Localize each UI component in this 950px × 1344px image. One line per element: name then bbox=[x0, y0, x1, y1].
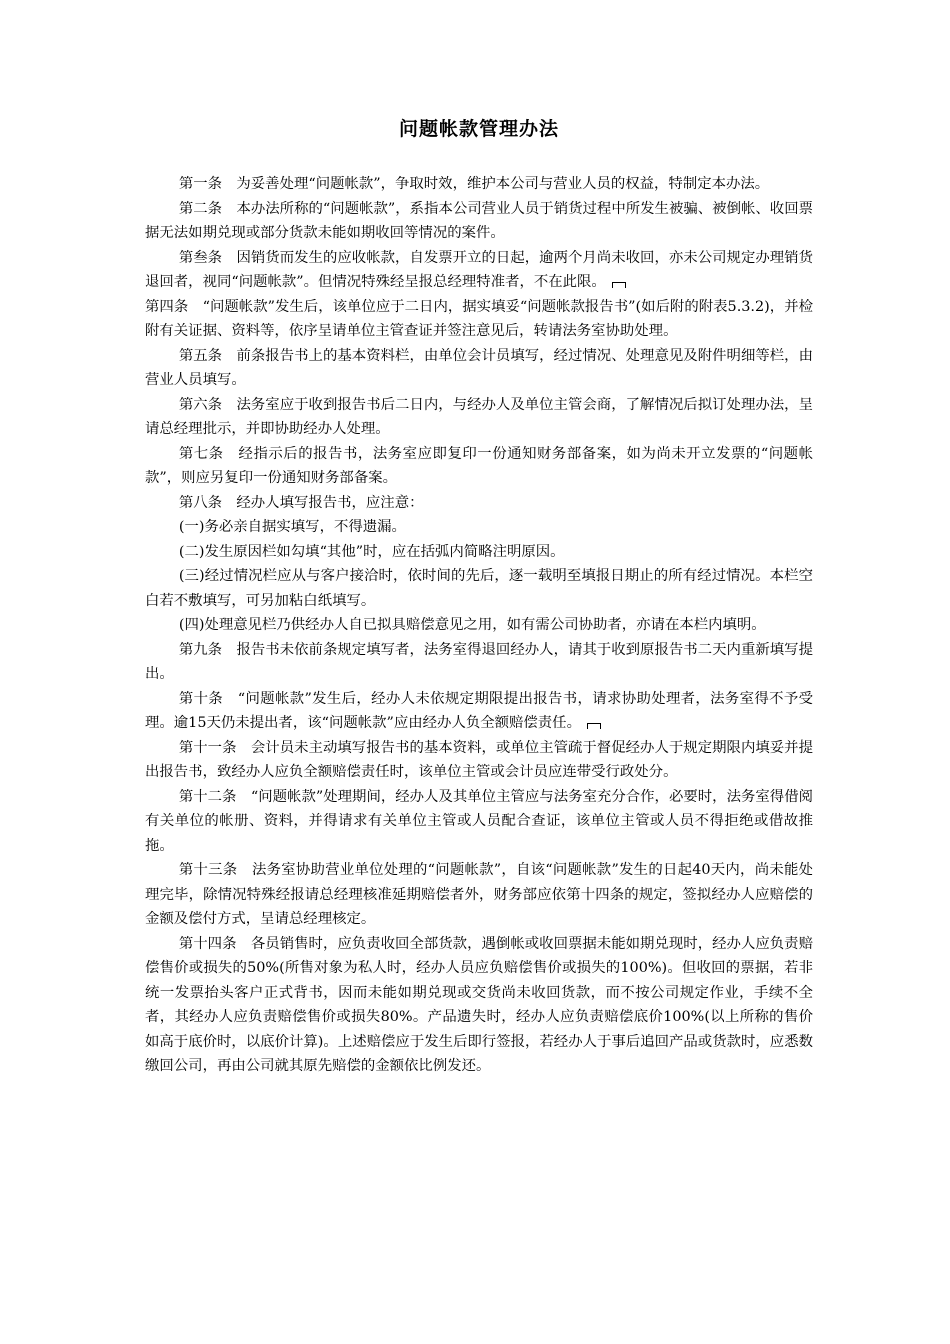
article-9: 第九条 报告书未依前条规定填写者，法务室得退回经办人，请其于收到原报告书二天内重新填写提出。 bbox=[145, 641, 813, 682]
document-page bbox=[145, 112, 813, 1079]
article-1: 第一条 为妥善处理“问题帐款”，争取时效，维护本公司与营业人员的权益，特制定本办法。 bbox=[178, 176, 770, 192]
paragraph-mark-icon bbox=[587, 723, 601, 729]
article-5: 第五条 前条报告书上的基本资料栏，由单位会计员填写，经过情况、处理意见及附件明细等栏，由营业人员填写。 bbox=[145, 347, 813, 388]
article-10 bbox=[145, 687, 813, 736]
article-8-item-4: (四)处理意见栏乃供经办人自已拟具赔偿意见之用，如有需公司协助者，亦请在本栏内填明。 bbox=[178, 617, 766, 633]
article-8: 第八条 经办人填写报告书，应注意： bbox=[178, 494, 424, 511]
article-3-text: 第叁条 因销货而发生的应收帐款，自发票开立的日起，逾两个月尚未收回，亦未公司规定办理销货退回者，视同“问题帐款”。但情况特殊经呈报总经理特准者，不在此限。 bbox=[145, 249, 813, 290]
article-12: 第十二条 “问题帐款”处理期间，经办人及其单位主管应与法务室充分合作，必要时，法务室得借阅有关单位的帐册、资料，并得请求有关单位主管或人员配合查证，该单位主管或人员不得拒绝或借故推拖。 bbox=[145, 788, 813, 854]
article-8-item-1: (一)务必亲自据实填写，不得遗漏。 bbox=[178, 519, 406, 535]
document-title: 问题帐款管理办法 bbox=[398, 118, 559, 140]
article-14: 第十四条 各员销售时，应负责收回全部货款，遇倒帐或收回票据未能如期兑现时，经办人应负责赔偿售价或损失的50%(所售对象为私人时，经办人员应负赔偿售价或损失的100%)。但收回的票据，若非统一发票抬头客户正式背书，因而未能如期兑现或交货尚未收回货款，而不按公司规定作业，手续不全者，其经办人应负责赔偿售价或损失80%。产品遗失时，经办人应负责赔偿底价100%(以上所称的售价如高于底价时，以底价计算)。上述赔偿应于发生后即行签报，若经办人于事后追回产品或货款时，应悉数缴回公司，再由公司就其原先赔偿的金额依比例发还。 bbox=[145, 935, 813, 1074]
article-4: 第四条 “问题帐款”发生后，该单位应于二日内，据实填妥“问题帐款报告书”(如后附的附表5.3.2)，并检附有关证据、资料等，依序呈请单位主管查证并签注意见后，转请法务室协助处理。 bbox=[145, 298, 813, 339]
article-8-item-3: (三)经过情况栏应从与客户接洽时，依时间的先后，逐一载明至填报日期止的所有经过情况。本栏空白若不敷填写，可另加粘白纸填写。 bbox=[145, 568, 813, 609]
article-10-text: 第十条 “问题帐款”发生后，经办人未依规定期限提出报告书，请求协助处理者，法务室得不予受理。逾15天仍未提出者，该“问题帐款”应由经办人负全额赔偿责任。 bbox=[145, 690, 813, 731]
article-8-item-2: (二)发生原因栏如勾填“其他”时，应在括弧内简略注明原因。 bbox=[178, 543, 565, 560]
paragraph-mark-icon bbox=[612, 282, 626, 288]
article-11: 第十一条 会计员未主动填写报告书的基本资料，或单位主管疏于督促经办人于规定期限内填妥并提出报告书，致经办人应负全额赔偿责任时，该单位主管或会计员应连带受行政处分。 bbox=[145, 739, 813, 780]
article-13: 第十三条 法务室协助营业单位处理的“问题帐款”，自该“问题帐款”发生的日起40天内，尚未能处理完毕，除情况特殊经报请总经理核准延期赔偿者外，财务部应依第十四条的规定，签拟经办人应赔偿的金额及偿付方式，呈请总经理核定。 bbox=[145, 862, 813, 927]
article-7: 第七条 经指示后的报告书，法务室应即复印一份通知财务部备案，如为尚未开立发票的“问题帐款”，则应另复印一份通知财务部备案。 bbox=[145, 445, 813, 486]
article-3 bbox=[145, 246, 813, 295]
article-6: 第六条 法务室应于收到报告书后二日内，与经办人及单位主管会商，了解情况后拟订处理办法，呈请总经理批示，并即协助经办人处理。 bbox=[145, 396, 813, 437]
article-2: 第二条 本办法所称的“问题帐款”，系指本公司营业人员于销货过程中所发生被骗、被倒帐、收回票据无法如期兑现或部分货款未能如期收回等情况的案件。 bbox=[145, 200, 813, 241]
